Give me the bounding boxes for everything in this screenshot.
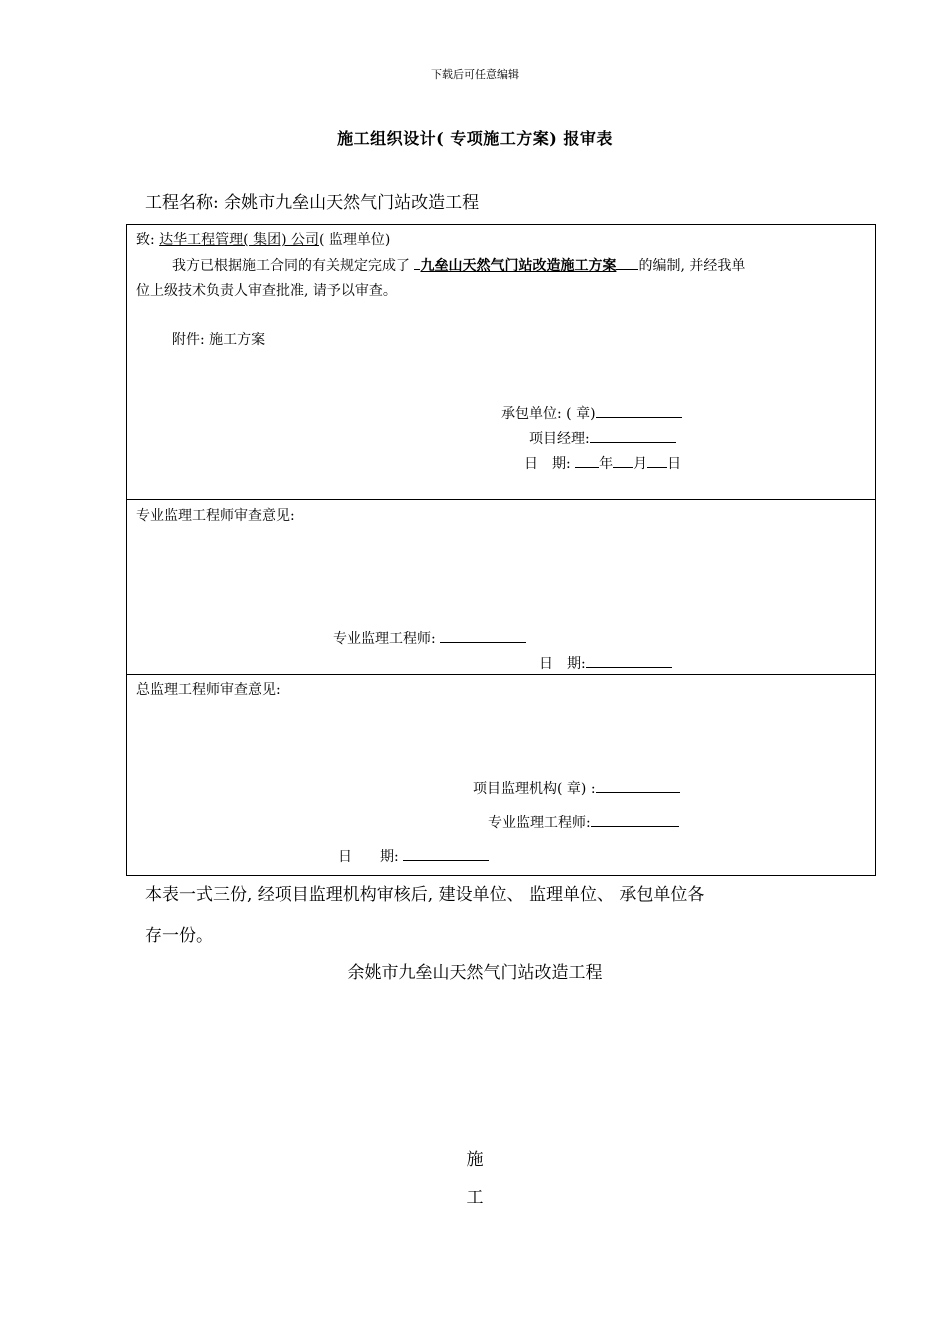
addressee-prefix: 致: (136, 232, 155, 248)
date-blank[interactable] (586, 653, 672, 668)
date-label: 日 期: (338, 849, 399, 865)
date-line-section1 (524, 453, 681, 473)
specialist-review-heading: 专业监理工程师审查意见: (136, 508, 295, 524)
addressee-suffix: ( 监理单位) (319, 232, 391, 248)
section-divider (127, 499, 875, 500)
submission-text-line2: 位上级技术负责人审查批准, 请予以审查。 (136, 283, 397, 299)
specialist-engineer-blank[interactable] (440, 628, 526, 643)
month-blank[interactable] (613, 453, 633, 468)
supervision-org-label: 项目监理机构( 章) : (473, 781, 596, 797)
project-manager-label: 项目经理: (529, 431, 590, 447)
project-name: 余姚市九垒山天然气门站改造工程 (224, 193, 480, 213)
underline-pad (616, 255, 638, 270)
supervision-org-line (473, 778, 680, 798)
day-label: 日 (667, 456, 682, 472)
date-label: 日 期: (539, 656, 586, 672)
chief-engineer-line (488, 812, 679, 832)
body-text-part1: 我方已根据施工合同的有关规定完成了 (172, 258, 410, 274)
footer-project-name: 余姚市九垒山天然气门站改造工程 (347, 963, 603, 983)
year-label: 年 (599, 456, 614, 472)
day-blank[interactable] (647, 453, 667, 468)
engineer-blank[interactable] (591, 812, 679, 827)
contractor-signature-line (501, 403, 682, 423)
engineer-label: 专业监理工程师: (488, 815, 591, 831)
project-manager-line (529, 428, 676, 448)
form-title: 施工组织设计( 专项施工方案) 报审表 (337, 129, 613, 148)
addressee-line (136, 229, 390, 249)
section-divider (127, 674, 875, 675)
specialist-engineer-label: 专业监理工程师: (333, 631, 436, 647)
year-blank[interactable] (575, 453, 599, 468)
review-form-table (126, 224, 876, 876)
copies-note-line2: 存一份。 (145, 926, 213, 946)
date-label: 日 期: (524, 456, 571, 472)
date-line-section2 (539, 653, 672, 673)
date-line-section3 (338, 846, 489, 866)
header-note: 下载后可任意编辑 (431, 68, 519, 81)
month-label: 月 (633, 456, 648, 472)
project-manager-blank[interactable] (590, 428, 676, 443)
supervisor-company: 达华工程管理( 集团) 公司 (159, 232, 319, 248)
submission-text-line1 (172, 255, 745, 275)
plan-name: 九垒山天然气门站改造施工方案 (420, 258, 617, 274)
attachment-line: 附件: 施工方案 (172, 332, 266, 348)
specialist-engineer-line (333, 628, 526, 648)
body-text-part2: 的编制, 并经我单 (638, 258, 746, 274)
contractor-blank[interactable] (596, 403, 682, 418)
vertical-title-char: 工 (466, 1188, 484, 1208)
vertical-title-char: 施 (466, 1150, 484, 1170)
chief-review-heading: 总监理工程师审查意见: (136, 682, 281, 698)
copies-note-line1: 本表一式三份, 经项目监理机构审核后, 建设单位、 监理单位、 承包单位各 (145, 885, 705, 905)
project-name-line (145, 188, 479, 213)
project-label: 工程名称: (145, 193, 219, 213)
supervision-org-blank[interactable] (596, 778, 680, 793)
date-blank[interactable] (403, 846, 489, 861)
contractor-label: 承包单位: ( 章) (501, 406, 596, 422)
